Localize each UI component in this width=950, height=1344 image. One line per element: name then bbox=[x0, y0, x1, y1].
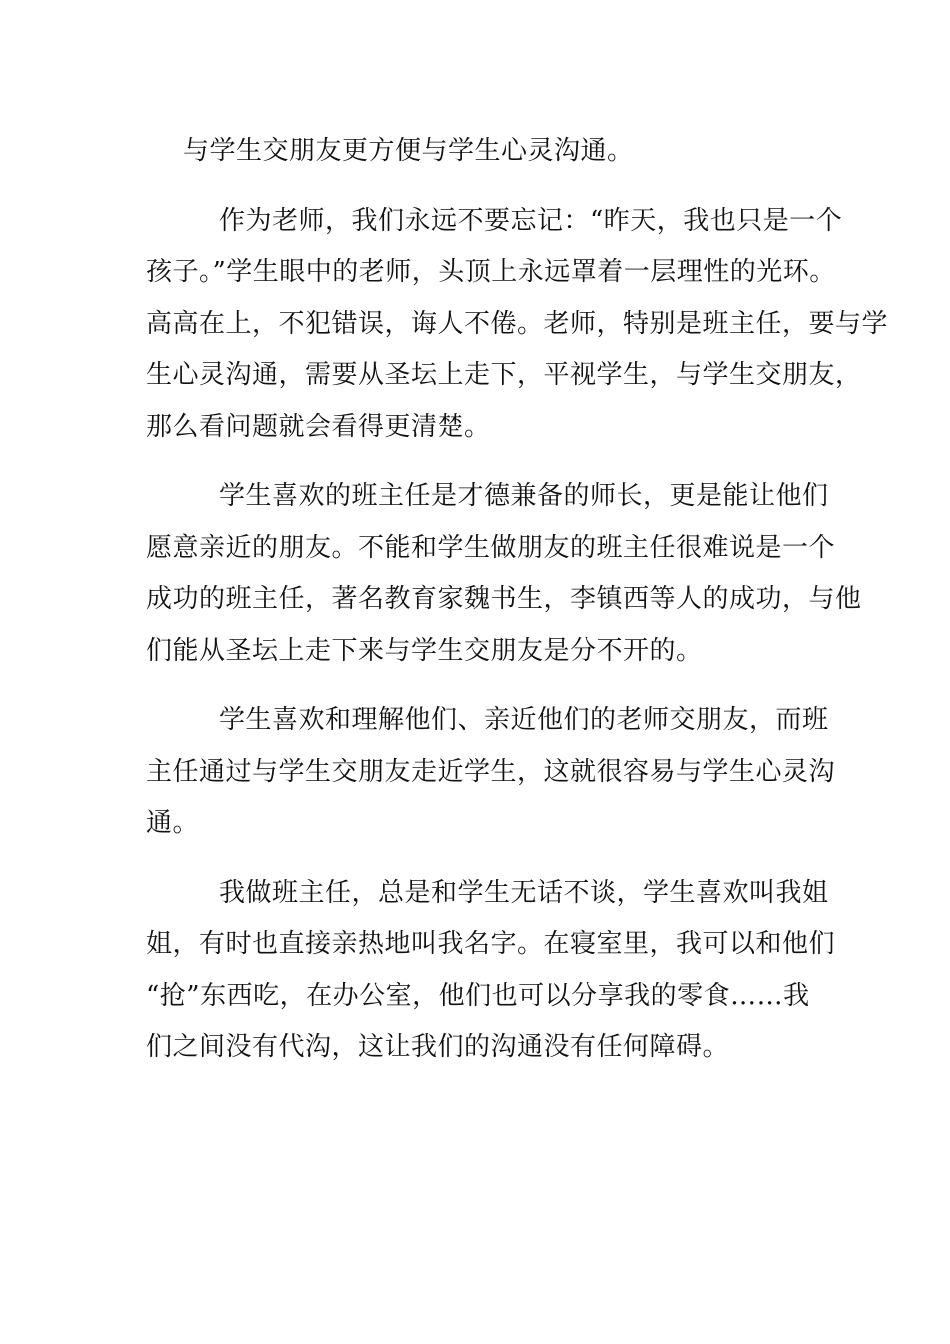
text-line: 生心灵沟通，需要从圣坛上走下，平视学生，与学生交朋友， bbox=[146, 360, 862, 390]
text-line: 们能从圣坛上走下来与学生交朋友是分不开的。 bbox=[146, 635, 703, 666]
text-line: 学生喜欢的班主任是才德兼备的师长，更是能让他们 bbox=[219, 481, 829, 511]
text-line: 主任通过与学生交朋友走近学生，这就很容易与学生心灵沟 bbox=[146, 756, 836, 787]
text-line: 愿意亲近的朋友。不能和学生做朋友的班主任很难说是一个 bbox=[146, 532, 836, 563]
body-text bbox=[146, 126, 889, 1092]
text-line: “抢”东西吃，在办公室，他们也可以分享我的零食……我 bbox=[146, 980, 810, 1011]
paragraph-5 bbox=[146, 868, 836, 1074]
text-line: 与学生交朋友更方便与学生心灵沟通。 bbox=[183, 136, 634, 166]
paragraph-4 bbox=[146, 695, 836, 850]
text-line: 作为老师，我们永远不要忘记：“昨天，我也只是一个 bbox=[219, 205, 843, 236]
paragraph-3 bbox=[146, 471, 862, 677]
text-line: 高高在上，不犯错误，诲人不倦。老师，特别是班主任，要与学 bbox=[146, 308, 889, 339]
text-line: 通。 bbox=[146, 808, 200, 838]
text-line: 成功的班主任，著名教育家魏书生，李镇西等人的成功，与他 bbox=[146, 584, 862, 614]
text-line: 姐，有时也直接亲热地叫我名字。在寝室里，我可以和他们 bbox=[146, 929, 836, 959]
text-line: 我做班主任，总是和学生无话不谈，学生喜欢叫我姐 bbox=[219, 877, 829, 908]
text-line: 那么看问题就会看得更清楚。 bbox=[146, 411, 491, 442]
text-line: 孩子。”学生眼中的老师，头顶上永远罩着一层理性的光环。 bbox=[146, 257, 836, 287]
text-line: 学生喜欢和理解他们、亲近他们的老师交朋友，而班 bbox=[219, 705, 829, 735]
paragraph-1 bbox=[146, 126, 806, 178]
text-line: 们之间没有代沟，这让我们的沟通没有任何障碍。 bbox=[146, 1032, 730, 1062]
paragraph-2 bbox=[146, 196, 889, 454]
